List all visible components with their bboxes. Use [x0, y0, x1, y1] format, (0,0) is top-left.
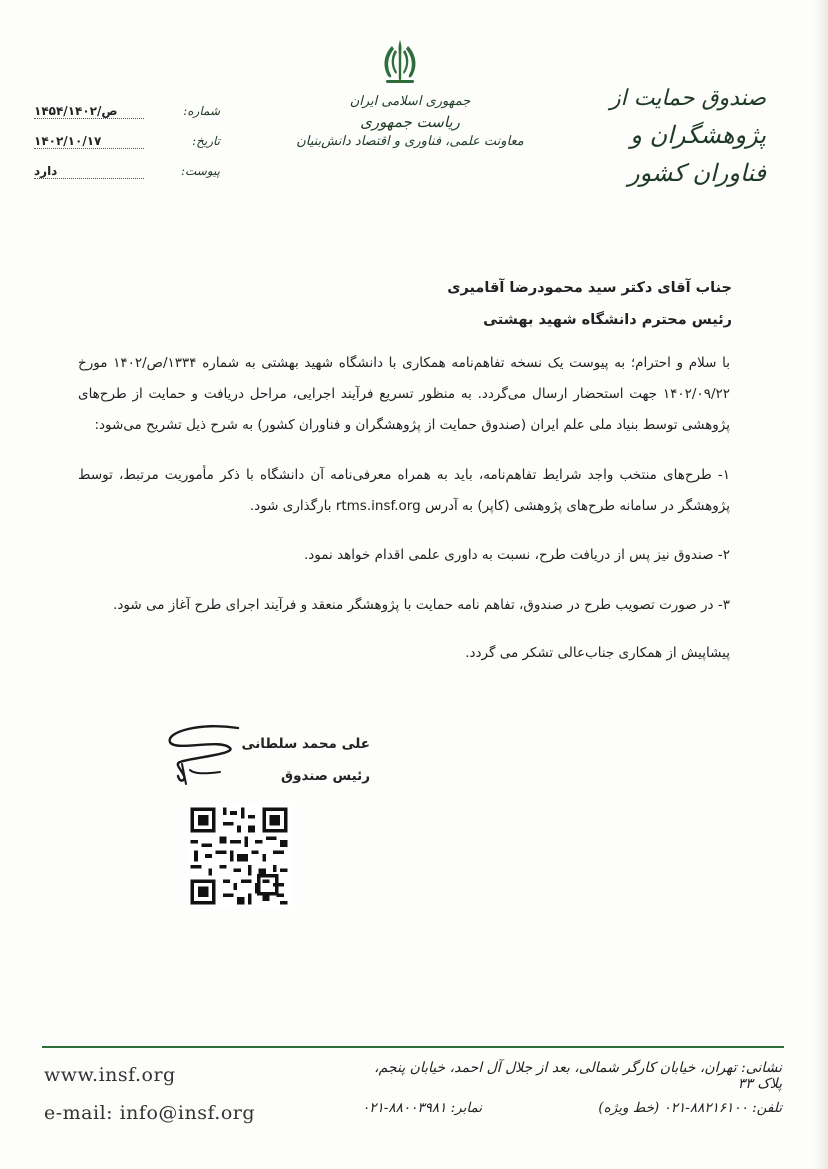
- body-paragraph-item-1: ۱- طرح‌های منتخب واجد شرایط تفاهم‌نامه، باید به همراه معرفی‌نامه آن دانشگاه با ذکر مأموریت مرتبط، توسط پژوهشگر در سامانه طرح‌های پژوهشی (کاپر) به آدرس rtms.insf.org بارگذاری شود.: [78, 467, 730, 514]
- brand-line-1: صندوق حمایت از: [609, 86, 766, 111]
- gov-line-2: ریاست جمهوری: [360, 113, 460, 131]
- recipient-block: [447, 272, 732, 336]
- signer-title: رئیس صندوق: [281, 768, 370, 784]
- date-value: ۱۴۰۲/۱۰/۱۷: [34, 134, 144, 149]
- meta-attachment-row: [34, 156, 220, 186]
- email-text: e-mail: info@insf.org: [44, 1102, 256, 1124]
- footer-divider: [42, 1046, 784, 1048]
- paper-edge: [814, 0, 828, 1169]
- recipient-name: جناب آقای دکتر سید محمودرضا آقامیری: [447, 280, 732, 296]
- phone-text: تلفن: ۸۸۲۱۶۱۰۰-۰۲۱ (خط ویژه): [598, 1100, 782, 1116]
- body-paragraph-closing: پیشاپیش از همکاری جناب‌عالی تشکر می گردد.: [465, 645, 730, 661]
- letter-meta: [34, 96, 220, 186]
- phone-row: [362, 1100, 782, 1116]
- gov-line-1: جمهوری اسلامی ایران: [349, 94, 471, 109]
- signer-block: [240, 728, 370, 792]
- signer-name: علی محمد سلطانی: [241, 736, 370, 752]
- fund-brand: [556, 82, 766, 192]
- brand-line-2: پژوهشگران و فناوران کشور: [628, 121, 766, 187]
- iran-emblem-icon: [374, 36, 426, 88]
- attachment-value: دارد: [34, 164, 144, 179]
- qr-code-icon: [187, 804, 291, 908]
- number-value: ۱۴۵۴/ص/۱۴۰۲: [34, 104, 144, 119]
- meta-date-row: [34, 126, 220, 156]
- address-text: نشانی: تهران، خیابان کارگر شمالی، بعد از جلال آل احمد، خیابان پنجم، پلاک ۳۳: [374, 1060, 782, 1092]
- body-paragraph-item-3: ۳- در صورت تصویب طرح در صندوق، تفاهم نامه حمایت با پژوهشگر منعقد و فرآیند اجرای طرح آغاز می شود.: [113, 597, 730, 613]
- body-paragraph-intro: با سلام و احترام؛ به پیوست یک نسخه تفاهم‌نامه همکاری با دانشگاه شهید بهشتی به شماره ۱۳۳۴/ص/۱۴۰۲ مورخ ۱۴۰۲/۰۹/۲۲ جهت استحضار ارسال می‌گردد. به منظور تسریع فرآیند اجرایی، مراحل دریافت و حمایت از طرح‌های پژوهشی توسط بنیاد ملی علم ایران (صندوق حمایت از پژوهشگران و فناوران کشور) به شرح ذیل تشریح می‌شود:: [78, 355, 730, 433]
- meta-number-row: [34, 96, 220, 126]
- website-text: www.insf.org: [44, 1064, 176, 1086]
- attachment-label: پیوست:: [180, 164, 220, 178]
- gov-line-3: معاونت علمی، فناوری و اقتصاد دانش‌بنیان: [296, 134, 524, 149]
- recipient-title: رئیس محترم دانشگاه شهید بهشتی: [483, 312, 732, 328]
- number-label: شماره:: [183, 104, 220, 118]
- date-label: تاریخ:: [192, 134, 220, 148]
- government-header: [290, 92, 530, 152]
- body-paragraph-item-2: ۲- صندوق نیز پس از دریافت طرح، نسبت به داوری علمی اقدام خواهد نمود.: [303, 547, 730, 563]
- fax-text: نمابر: ۸۸۰۰۳۹۸۱-۰۲۱: [362, 1100, 483, 1116]
